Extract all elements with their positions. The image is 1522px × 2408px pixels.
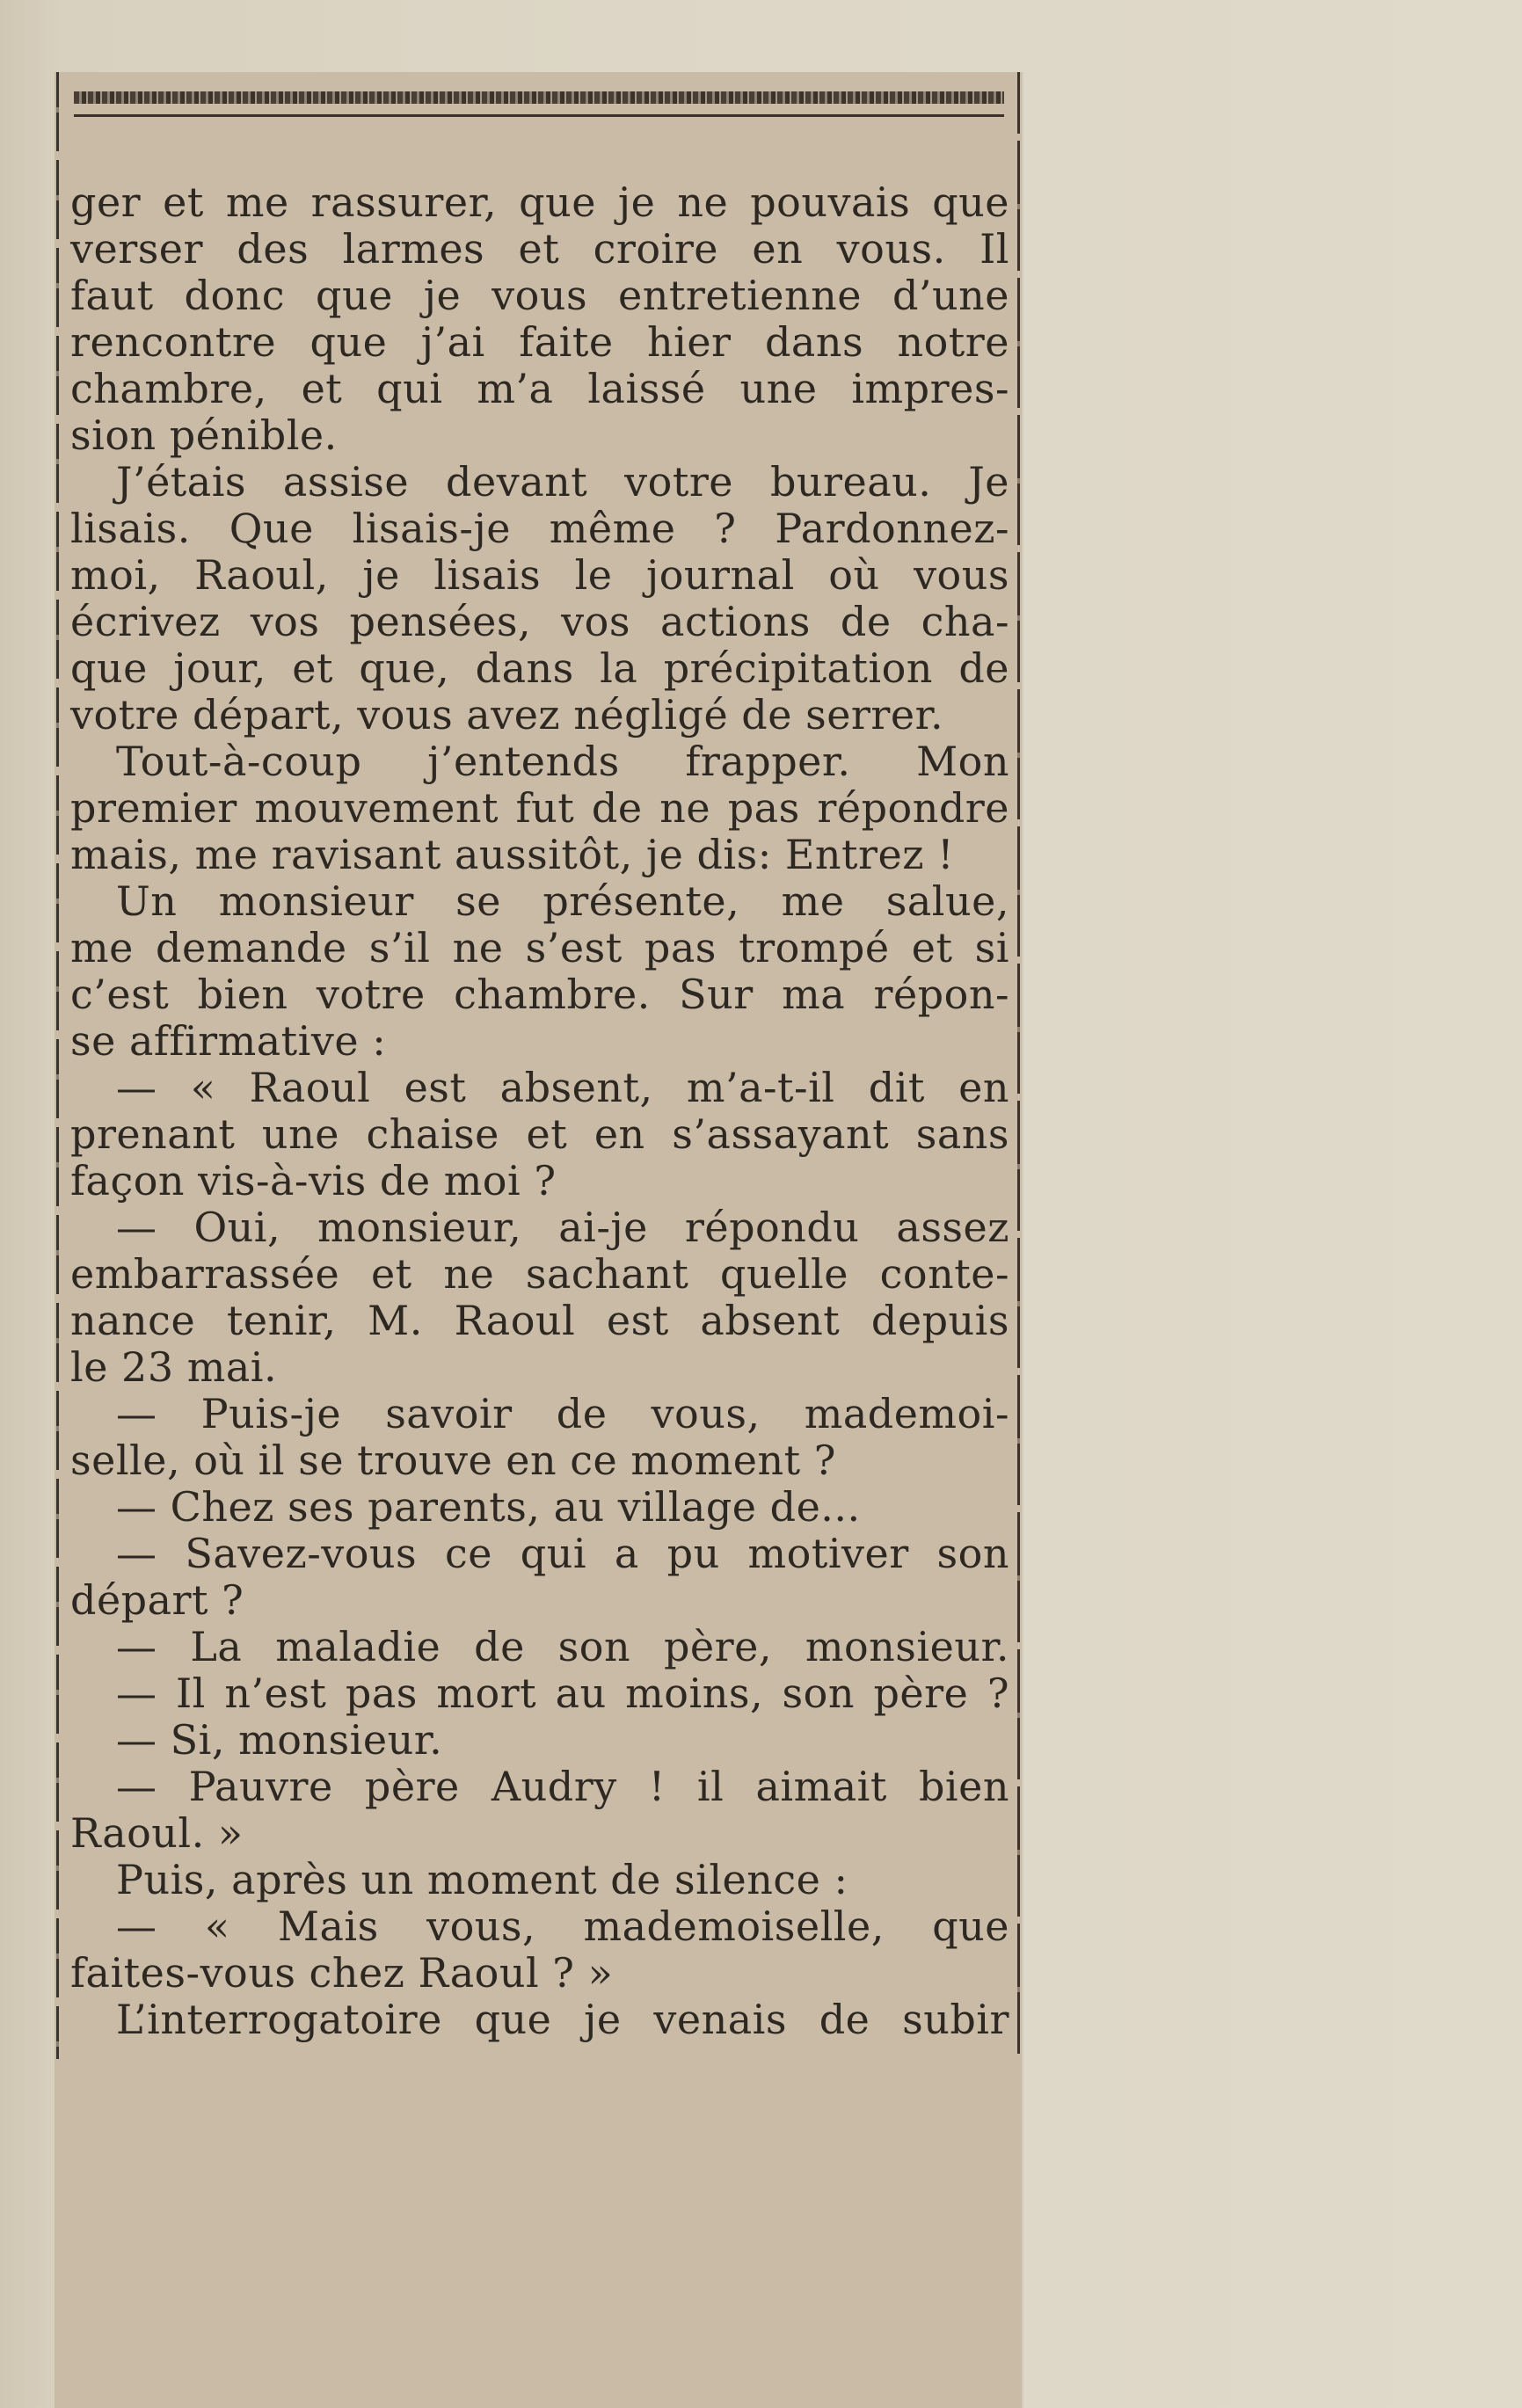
article-line: le 23 mai. [70, 1343, 278, 1391]
article-line: — « Mais vous, mademoiselle, que [116, 1902, 1009, 1950]
article-line: que jour, et que, dans la précipitation de [70, 644, 1009, 692]
column-rule-right [1017, 72, 1020, 2059]
article-line: nance tenir, M. Raoul est absent depuis [70, 1297, 1009, 1344]
article-line: — La maladie de son père, monsieur. [116, 1623, 1009, 1670]
article-line: votre départ, vous avez négligé de serrer. [70, 691, 944, 738]
article-line: sion pénible. [70, 411, 338, 459]
article-line: — Savez-vous ce qui a pu motiver son [116, 1530, 1009, 1577]
article-line: lisais. Que lisais-je même ? Pardonnez- [70, 505, 1009, 552]
article-line: départ ? [70, 1576, 244, 1624]
article-line: — Si, monsieur. [116, 1716, 443, 1764]
article-line: verser des larmes et croire en vous. Il [70, 225, 1009, 273]
article-line: mais, me ravisant aussitôt, je dis: Entrez ! [70, 831, 955, 878]
article-line: Puis, après un moment de silence : [116, 1856, 848, 1903]
article-line: faites-vous chez Raoul ? » [70, 1949, 614, 1997]
article-line: Raoul. » [70, 1809, 244, 1857]
article-line: prenant une chaise et en s’assayant sans [70, 1110, 1009, 1158]
article-line: se affirmative : [70, 1017, 387, 1065]
top-rule [74, 114, 1004, 117]
article-line: premier mouvement fut de ne pas répondre [70, 784, 1009, 832]
article-line: embarrassée et ne sachant quelle conte- [70, 1250, 1009, 1298]
article-line: écrivez vos pensées, vos actions de cha- [70, 598, 1009, 645]
article-line: L’interrogatoire que je venais de subir [116, 1996, 1009, 2043]
article-line: moi, Raoul, je lisais le journal où vous [70, 551, 1009, 599]
article-line: ger et me rassurer, que je ne pouvais que [70, 178, 1009, 226]
article-line: selle, où il se trouve en ce moment ? [70, 1437, 836, 1484]
decorative-top-band [74, 91, 1004, 104]
article-line: J’étais assise devant votre bureau. Je [116, 458, 1009, 506]
article-line: — « Raoul est absent, m’a-t-il dit en [116, 1064, 1009, 1111]
article-line: me demande s’il ne s’est pas trompé et si [70, 924, 1009, 971]
article-line: chambre, et qui m’a laissé une impres- [70, 365, 1009, 412]
column-rule-left [56, 72, 59, 2059]
article-line: — Puis-je savoir de vous, mademoi- [116, 1390, 1009, 1437]
article-line: Un monsieur se présente, me salue, [116, 877, 1009, 925]
article-line: façon vis-à-vis de moi ? [70, 1157, 557, 1204]
article-line: rencontre que j’ai faite hier dans notre [70, 318, 1009, 366]
article-line: — Oui, monsieur, ai-je répondu assez [116, 1204, 1009, 1251]
article-line: faut donc que je vous entretienne d’une [70, 272, 1009, 319]
article-line: — Il n’est pas mort au moins, son père ? [116, 1670, 1009, 1717]
article-line: c’est bien votre chambre. Sur ma répon- [70, 971, 1009, 1018]
article-line: — Chez ses parents, au village de... [116, 1483, 861, 1531]
article-text [70, 179, 1009, 2043]
article-line: — Pauvre père Audry ! il aimait bien [116, 1763, 1009, 1810]
article-line: Tout-à-coup j’entends frapper. Mon [116, 738, 1009, 785]
